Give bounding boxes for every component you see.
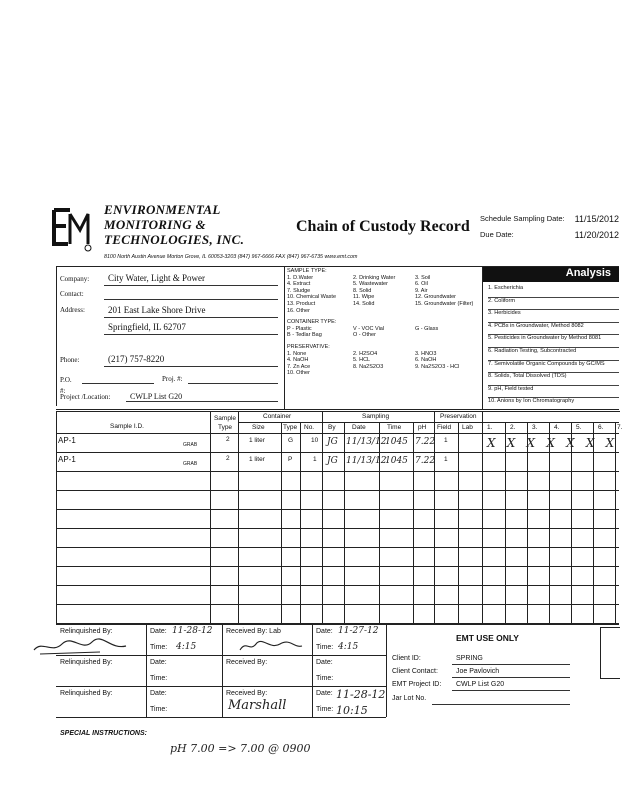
time-label: Time: <box>150 706 168 713</box>
date-label: Date: <box>150 659 167 666</box>
sample-type-code: 15. Groundwater (Filter) <box>415 300 474 307</box>
due-date-label: Due Date: <box>480 230 514 239</box>
proj-label: Proj. #: <box>162 375 183 383</box>
received-label-3: Received By: <box>226 690 268 697</box>
preservative-code: 2. H2SO4 <box>353 350 378 357</box>
project-location-label: Project /Location: <box>60 393 111 401</box>
analysis-item: 10. Anions by Ion Chromatography <box>488 398 575 405</box>
row-by: JG <box>327 456 338 466</box>
row-no: 10 <box>311 437 319 444</box>
row-sample-type: 2 <box>226 436 230 443</box>
analysis-title: Analysis <box>565 267 611 279</box>
analysis-header <box>483 267 619 282</box>
company-address-line: 8100 North Austin Avenue Morton Grove, IL 60053-3203 (847) 967-6666 FAX (847) 967-6735 www.emt.com <box>104 254 358 260</box>
relinquished-label-1: Relinquished By: <box>60 628 113 635</box>
preservative-code: 6. NaOH <box>415 357 437 364</box>
received-date-3: 11-28-12 <box>336 688 386 701</box>
row-by: JG <box>327 437 338 447</box>
date-label: Date: <box>316 659 333 666</box>
col-container: Container <box>263 413 292 420</box>
row-container-type: G <box>288 437 294 444</box>
analysis-item: 9. pH, Field tested <box>488 386 619 399</box>
project-id-label: EMT Project ID: <box>392 681 442 688</box>
company-label: Company: <box>60 275 90 283</box>
company-name-line3: TECHNOLOGIES, INC. <box>104 232 245 247</box>
client-id-label: Client ID: <box>392 655 421 662</box>
po-label: P.O. #: <box>60 376 72 395</box>
relinquished-time-1: 4:15 <box>176 642 197 652</box>
row-sample-id: AP-1 <box>58 455 76 464</box>
col-time: Time <box>387 424 402 431</box>
sample-type-list <box>287 275 481 315</box>
page-title: Chain of Custody Record <box>296 218 470 235</box>
analysis-item: 3. Herbicides <box>488 310 619 323</box>
sample-type-code: 8. Solid <box>353 287 372 294</box>
address-value-2: Springfield, IL 62707 <box>108 322 186 332</box>
time-label: Time: <box>150 675 168 682</box>
col-date: Date <box>352 424 366 431</box>
row-analysis-marks: X X X X X X X <box>487 436 616 450</box>
sample-type-code: 10. Chemical Waste <box>287 294 337 301</box>
sample-type-code: 3. Soil <box>415 274 431 281</box>
emt-use-box <box>386 625 598 717</box>
emt-logo <box>48 204 94 254</box>
schedule-date-label: Schedule Sampling Date: <box>480 214 565 223</box>
row-no: 1 <box>313 456 317 463</box>
date-label: Date: <box>150 690 167 697</box>
preservative-code: 8. Na2S2O3 <box>353 363 384 370</box>
phone-value: (217) 757-8220 <box>108 354 165 364</box>
date-label: Date: <box>316 628 333 635</box>
col-ph: pH <box>418 424 427 431</box>
analysis-item: 2. Coliform <box>488 298 619 311</box>
col-no: No. <box>304 424 315 431</box>
sample-type-code: 1. D.Water <box>287 274 314 281</box>
contact-label: Contact: <box>60 290 84 298</box>
received-time-1: 4:15 <box>338 642 359 652</box>
side-tab <box>600 627 620 679</box>
preservative-code: 5. HCL <box>353 357 371 364</box>
row-sample-type: 2 <box>226 455 230 462</box>
relinquished-label-3: Relinquished By: <box>60 690 113 697</box>
date-label: Date: <box>316 690 333 697</box>
col-type: Type <box>283 424 298 431</box>
analysis-item: 4. PCBs in Groundwater, Method 8082 <box>488 323 619 336</box>
client-contact-value: Joe Pavlovich <box>456 668 500 675</box>
received-label-1: Received By: Lab <box>226 628 281 635</box>
col-sample-id: Sample I.D. <box>110 423 144 430</box>
time-label: Time: <box>150 644 168 651</box>
company-name-line2: MONITORING & <box>104 217 206 232</box>
preservative-code: 4. NaOH <box>287 357 309 364</box>
preservative-code: 9. Na2S2O3 - HCl <box>415 363 460 370</box>
sample-type-code: 6. Oil <box>415 281 428 288</box>
received-signature <box>236 638 306 654</box>
client-contact-label: Client Contact: <box>392 668 438 675</box>
container-code: P - Plastic <box>287 325 312 332</box>
sample-type-title: SAMPLE TYPE: <box>287 268 327 274</box>
client-id-value: SPRING <box>456 655 483 662</box>
emt-use-title: EMT USE ONLY <box>456 633 519 643</box>
analysis-item: 8. Solids, Total Dissolved (TDS) <box>488 373 619 386</box>
analysis-col: 3. <box>532 424 538 431</box>
address-value-1: 201 East Lake Shore Drive <box>108 305 206 315</box>
sample-type-code: 2. Drinking Water <box>353 274 396 281</box>
sample-type-code: 16. Other <box>287 307 310 314</box>
special-instructions-note: pH 7.00 => 7.00 @ 0900 <box>170 742 311 755</box>
col-sample-type: Sample Type <box>213 415 237 431</box>
preservative-code: 10. Other <box>287 370 310 377</box>
analysis-item: 1. Escherichia <box>488 285 619 298</box>
time-label: Time: <box>316 675 334 682</box>
project-location-value: CWLP List G20 <box>130 392 183 401</box>
analysis-col: 6. <box>598 424 604 431</box>
container-type-title: CONTAINER TYPE: <box>287 319 337 326</box>
row-time: 1045 <box>385 456 408 466</box>
row-grab: GRAB <box>183 461 198 467</box>
date-label: Date: <box>150 628 167 635</box>
analysis-col: 5. <box>576 424 582 431</box>
row-size: 1 liter <box>249 456 265 463</box>
schedule-date-value: 11/15/2012 <box>574 214 619 224</box>
row-grab: GRAB <box>183 442 198 448</box>
project-id-value: CWLP List G20 <box>456 681 505 688</box>
row-field: 1 <box>444 437 448 444</box>
container-code: G - Glass <box>415 325 439 332</box>
jar-lot-label: Jar Lot No. <box>392 695 427 702</box>
row-field: 1 <box>444 456 448 463</box>
row-size: 1 liter <box>249 437 265 444</box>
container-code: B - Tedlar Bag <box>287 332 322 339</box>
preservative-title: PRESERVATIVE: <box>287 343 330 350</box>
col-by: By <box>328 424 336 431</box>
analysis-col: 7. <box>617 424 622 431</box>
analysis-item: 5. Pesticides in Groundwater by Method 8081 <box>488 335 619 348</box>
row-ph: 7.22 <box>415 456 436 466</box>
time-label: Time: <box>316 706 334 713</box>
sample-type-code: 11. Wipe <box>353 294 375 301</box>
company-value: City Water, Light & Power <box>108 273 205 283</box>
row-date: 11/13/12 <box>346 437 387 447</box>
analysis-col: 2. <box>510 424 516 431</box>
sample-type-code: 7. Sludge <box>287 287 311 294</box>
container-code: V - VOC Vial <box>353 325 385 332</box>
analysis-item: 6. Radiation Testing, Subcontracted <box>488 348 619 361</box>
sample-type-code: 5. Wastewater <box>353 281 388 288</box>
received-signature-3: Marshall <box>228 698 287 713</box>
sample-type-code: 13. Product <box>287 300 316 307</box>
special-instructions-label: SPECIAL INSTRUCTIONS: <box>60 730 147 737</box>
row-date: 11/13/12 <box>346 456 387 466</box>
received-label-2: Received By: <box>226 659 268 666</box>
col-lab: Lab <box>462 424 473 431</box>
analysis-item: 7. Semivolatile Organic Compounds by GC/MS <box>488 361 619 374</box>
sample-type-code: 4. Extract <box>287 281 311 288</box>
container-code: O - Other <box>353 332 376 339</box>
address-label: Address: <box>60 306 85 314</box>
sample-type-code: 9. Air <box>415 287 428 294</box>
row-container-type: P <box>288 456 293 463</box>
sample-type-code: 12. Groundwater <box>415 294 456 301</box>
relinquished-date-1: 11-28-12 <box>172 626 213 636</box>
phone-label: Phone: <box>60 356 80 364</box>
preservative-code: 7. Zn Ace <box>287 363 311 370</box>
row-sample-id: AP-1 <box>58 436 76 445</box>
received-date-1: 11-27-12 <box>338 626 379 636</box>
relinquished-label-2: Relinquished By: <box>60 659 113 666</box>
sample-type-code: 14. Solid <box>353 300 375 307</box>
row-time: 1045 <box>385 437 408 447</box>
company-name-line1: ENVIRONMENTAL <box>104 202 221 217</box>
analysis-list <box>488 285 619 410</box>
preservative-code: 1. None <box>287 350 307 357</box>
preservative-code: 3. HNO3 <box>415 350 437 357</box>
time-label: Time: <box>316 644 334 651</box>
col-sampling: Sampling <box>362 413 390 420</box>
col-preservation: Preservation <box>440 413 477 420</box>
relinquished-signature <box>30 636 140 658</box>
col-size: Size <box>252 424 265 431</box>
due-date-value: 11/20/2012 <box>574 230 619 240</box>
analysis-col: 4. <box>554 424 560 431</box>
col-field: Field <box>437 424 452 431</box>
row-ph: 7.22 <box>415 437 436 447</box>
received-time-3: 10:15 <box>336 704 368 717</box>
analysis-col: 1. <box>487 424 493 431</box>
